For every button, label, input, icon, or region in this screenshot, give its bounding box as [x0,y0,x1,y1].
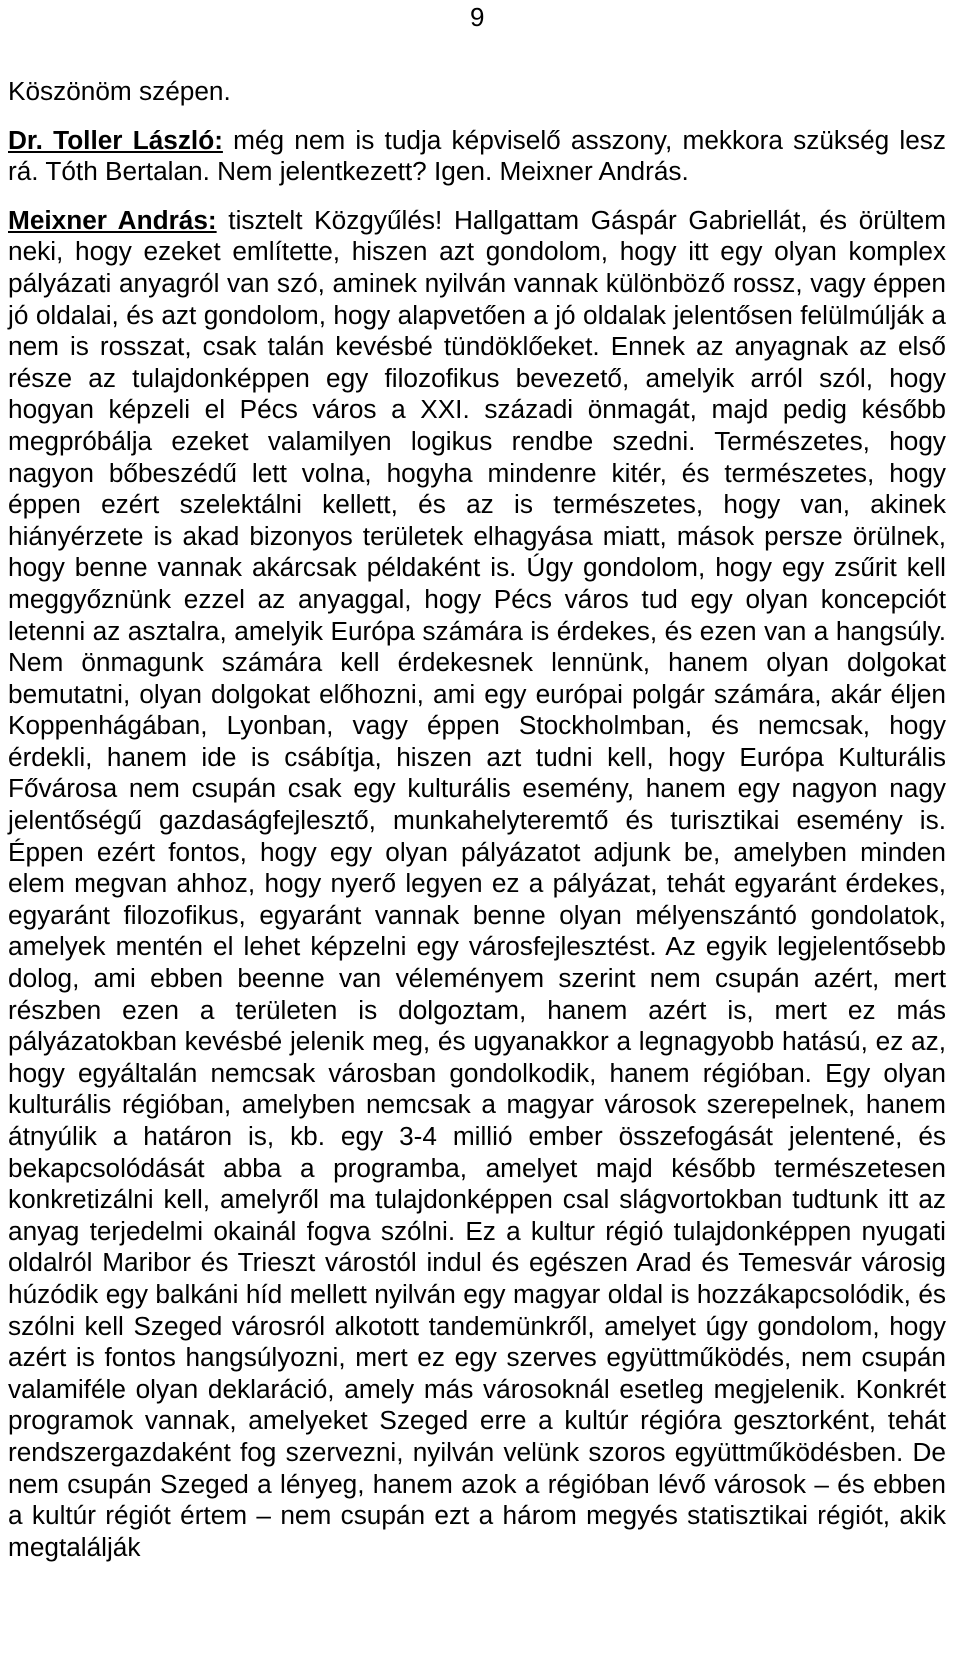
paragraph-text: még nem is tudja képviselő asszony, mekkora szükség lesz rá. Tóth Bertalan. Nem jelentkezett? Igen. Meixner András. [8,124,946,187]
paragraph-text: tisztelt Közgyűlés! Hallgattam Gáspár Gabriellát, és örültem neki, hogy ezeket említette, hiszen azt gondolom, hogy itt egy olyan komplex pályázati anyagról van szó, aminek nyilván vannak különböző rossz, vagy éppen jó oldalai, és azt gondolom, hogy alapvetően a jó oldalak jelentősen felülmúlják a nem is rosszat, csak talán kevésbé tündöklőeket. Ennek az anyagnak az első része az tulajdonképpen egy filozofikus bevezető, amelyik arról szól, hogy hogyan képzeli el Pécs város a XXI. századi önmagát, majd pedig később megpróbálja ezeket valamilyen logikus rendbe szedni. Természetes, hogy nagyon bőbeszédű lett volna, hogyha mindenre kitér, és természetes, hogy éppen ezért szelektálni kellett, és az is természetes, hogy van, akinek hiányérzete is akad bizonyos területek elhagyása miatt, mások persze örülnek, hogy benne vannak akárcsak példaként is. Úgy gondolom, hogy egy zsűrit kell meggyőznünk ezzel az anyaggal, hogy Pécs város tud egy olyan koncepciót letenni az asztalra, amelyik Európa számára is érdekes, és ezen van a hangsúly. Nem önmagunk számára kell érdekesnek lennünk, hanem olyan dolgokat bemutatni, olyan dolgokat előhozni, ami egy európai polgár számára, akár éljen Koppenhágában, Lyonban, vagy éppen Stockholmban, és nemcsak, hogy érdekli, hanem ide is csábítja, hiszen azt tudni kell, hogy Európa Kulturális Fővárosa nem csupán csak egy kulturális esemény, hanem egy nagyon nagy jelentőségű gazdaságfejlesztő, munkahelyteremtő és turisztikai esemény is. Éppen ezért fontos, hogy egy olyan pályázatot adjunk be, amelyben minden elem megvan ahhoz, hogy nyerő legyen ez a pályázat, tehát egyaránt érdekes, egyaránt filozofikus, egyaránt vannak benne olyan mélyenszántó gondolatok, amelyek mentén el lehet képzelni egy városfejlesztést. Az egyik legjelentősebb dolog, ami ebben beenne van véleményem szerint nem csupán azért, mert részben ezen a területen is dolgoztam, hanem azért is, mert ez más pályázatokban kevésbé jelenik meg, és ugyanakkor a legnagyobb hatású, ez az, hogy egyáltalán nemcsak városban gondolkodik, hanem régióban. Egy olyan kulturális régióban, amelyben nemcsak a magyar városok szerepelnek, hanem átnyúlik a határon is, kb. egy 3-4 millió ember összefogását jelentené, és bekapcsolódását abba a programba, amelyet majd később természetesen konkretizálni kell, amelyről ma tulajdonképpen csal slágvortokban tudtunk itt az anyag terjedelmi okainál fogva szólni. Ez a kultur régió tulajdonképpen nyugati oldalról Maribor és Trieszt várostól indul és egészen Arad és Temesvár városig húzódik egy balkáni híd mellett nyilván egy magyar oldal is hozzákapcsolódik, és szólni kell Szeged városról alkotott tandemünkről, amelyet úgy gondolom, hogy azért is fontos hangsúlyozni, mert ez egy szerves együttműködés, nem csupán valamiféle olyan deklaráció, amely más városoknál esetleg megjelenik. Konkrét programok vannak, amelyeket Szeged erre a kultúr régióra gesztorként, tehát rendszergazdaként fog szervezni, nyilván velünk szoros együttműködésben. De nem csupán Szeged a lényeg, hanem azok a régióban lévő városok – és ebben a kultúr régiót értem – nem csupán ezt a három megyés statisztikai régiót, akik megtalálják [8,204,947,1562]
paragraph-meixner [8,205,946,1564]
speaker-name: Meixner András: [8,204,217,235]
paragraph-thanks [8,76,946,108]
paragraph-text: Köszönöm szépen. [8,76,231,106]
page-number: 9 [470,2,485,32]
paragraph-toller [8,125,946,188]
document-body [8,76,946,1563]
speaker-name: Dr. Toller László: [8,124,223,155]
